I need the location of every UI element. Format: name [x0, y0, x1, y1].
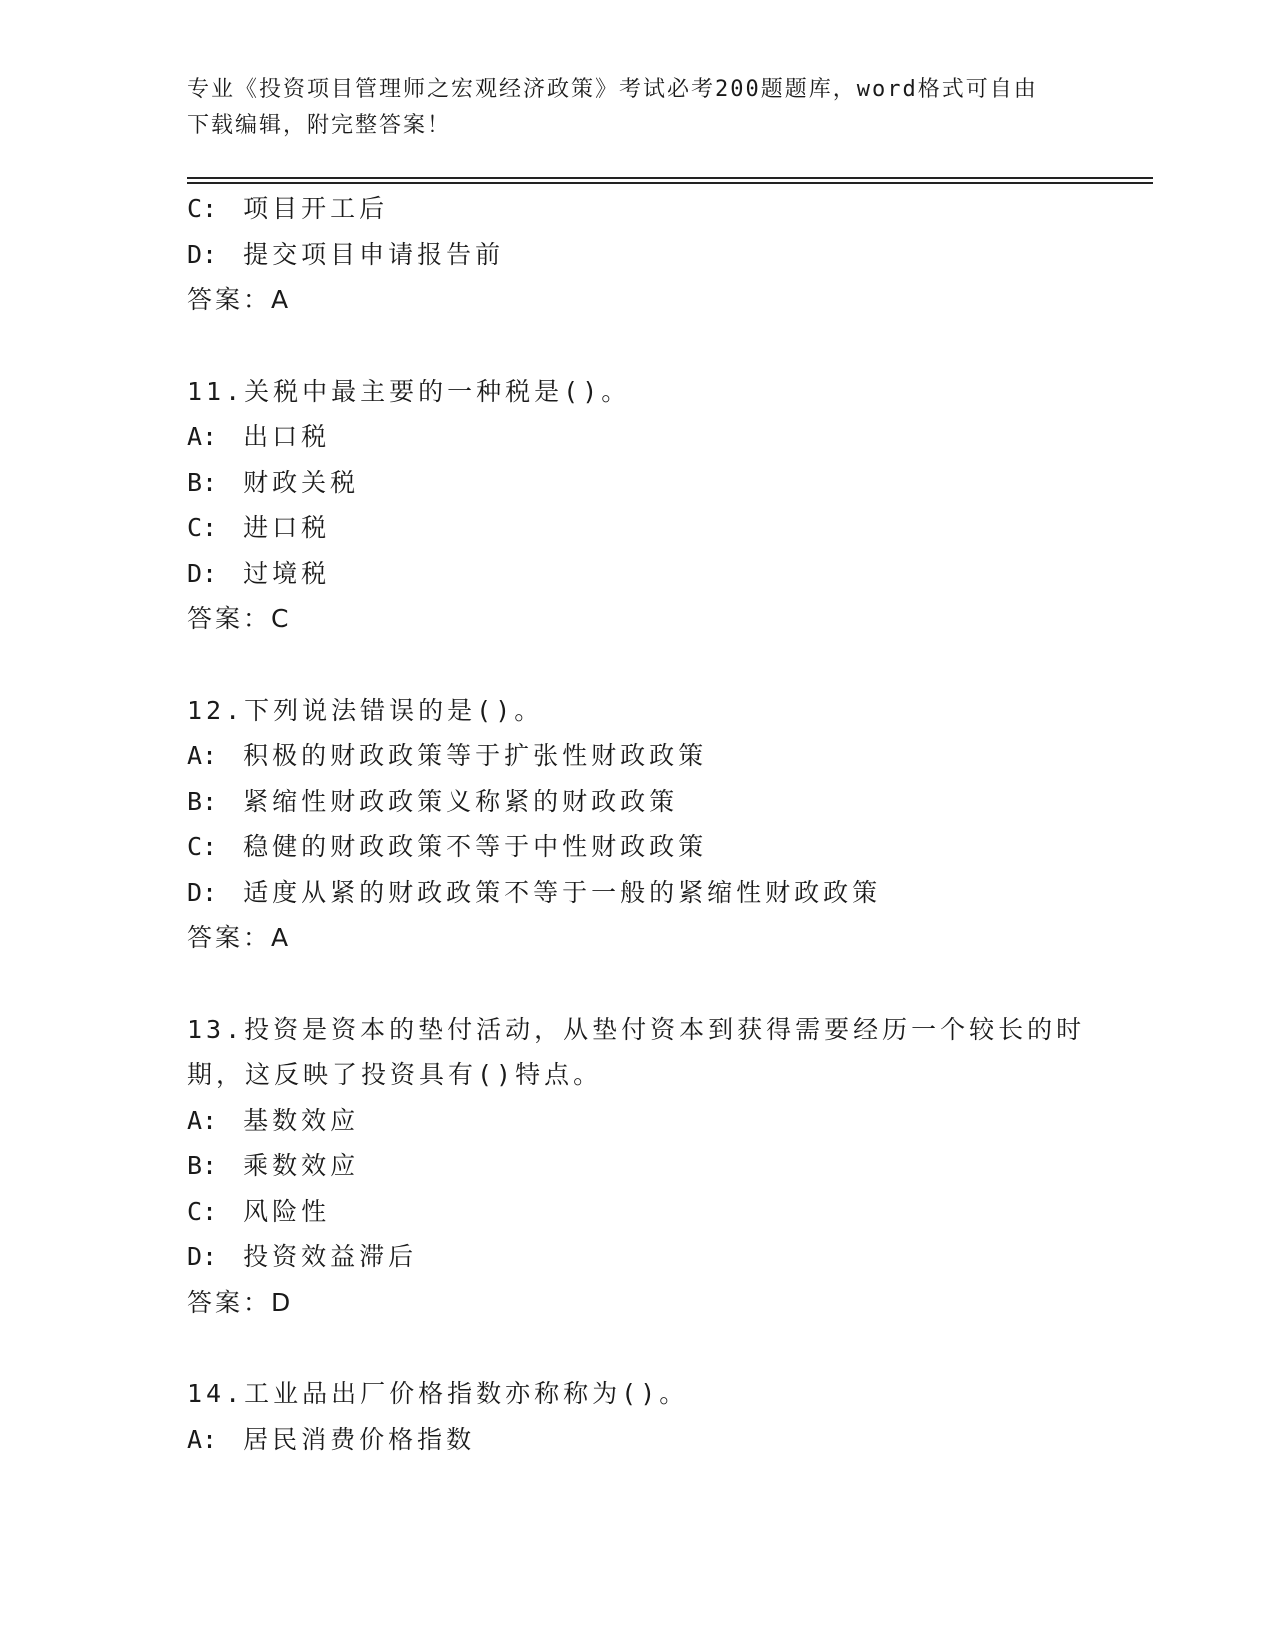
- question-stem: 13.投资是资本的垫付活动，从垫付资本到获得需要经历一个较长的时: [187, 1014, 1086, 1044]
- option-letter: C:: [187, 513, 218, 542]
- option-line: [187, 551, 1127, 597]
- answer-line: 答案：D: [187, 1287, 294, 1317]
- option-letter: A:: [187, 741, 218, 770]
- option-text: 紧缩性财政政策义称紧的财政政策: [243, 786, 679, 816]
- option-text: 财政关税: [243, 467, 360, 497]
- question-stem: 11.关税中最主要的一种税是()。: [187, 376, 631, 406]
- option-letter: C:: [187, 194, 218, 223]
- option-line: [187, 1143, 1127, 1189]
- option-line: [187, 460, 1127, 506]
- answer-line: 答案：C: [187, 604, 292, 633]
- option-letter: A:: [187, 422, 218, 451]
- option-letter: D:: [187, 1242, 218, 1271]
- answer-line: 答案：A: [187, 923, 292, 952]
- option-letter: D:: [187, 558, 218, 588]
- option-letter: B:: [187, 467, 218, 497]
- document-body: [187, 186, 1127, 1462]
- option-line: [187, 1417, 1127, 1463]
- option-letter: B:: [187, 786, 218, 816]
- option-letter: C:: [187, 1196, 218, 1226]
- option-text: 过境税: [243, 558, 331, 588]
- option-line: [187, 1189, 1127, 1235]
- question-block: [187, 1371, 1127, 1462]
- question-block: [187, 369, 1127, 642]
- header-line-2: 下载编辑，附完整答案！: [187, 113, 452, 138]
- option-text: 出口税: [243, 422, 331, 451]
- option-text: 居民消费价格指数: [243, 1424, 476, 1454]
- option-text: 基数效应: [243, 1105, 360, 1135]
- option-line: [187, 870, 1127, 916]
- option-line: [187, 1234, 1127, 1280]
- option-letter: B:: [187, 1151, 218, 1180]
- option-text: 项目开工后: [243, 194, 389, 223]
- answer-line: 答案：A: [187, 285, 292, 314]
- question-stem: 14.工业品出厂价格指数亦称称为()。: [187, 1379, 689, 1408]
- question-stem: 12.下列说法错误的是()。: [187, 695, 544, 725]
- option-line: [187, 779, 1127, 825]
- question-block-continued: [187, 186, 1127, 323]
- header-divider-bottom: [187, 182, 1153, 184]
- option-line: [187, 414, 1127, 460]
- question-block: [187, 1007, 1127, 1326]
- option-line: [187, 733, 1127, 779]
- option-letter: C:: [187, 832, 218, 861]
- option-line: [187, 232, 1127, 278]
- option-text: 进口税: [243, 513, 331, 542]
- option-text: 适度从紧的财政政策不等于一般的紧缩性财政政策: [243, 877, 882, 907]
- option-line: [187, 186, 1127, 232]
- option-text: 提交项目申请报告前: [243, 239, 505, 269]
- option-letter: D:: [187, 877, 218, 907]
- option-line: [187, 824, 1127, 870]
- option-text: 稳健的财政政策不等于中性财政政策: [243, 832, 708, 861]
- question-block: [187, 688, 1127, 961]
- question-stem-continued: 期，这反映了投资具有()特点。: [187, 1060, 603, 1089]
- option-letter: D:: [187, 239, 218, 269]
- header-line-1: 专业《投资项目管理师之宏观经济政策》考试必考200题题库，word格式可自由: [187, 77, 1038, 102]
- document-header: [187, 72, 1087, 144]
- option-letter: A:: [187, 1424, 218, 1454]
- option-text: 积极的财政政策等于扩张性财政政策: [243, 741, 708, 770]
- header-divider-top: [187, 177, 1153, 179]
- option-letter: A:: [187, 1105, 218, 1135]
- option-text: 风险性: [243, 1196, 331, 1226]
- option-line: [187, 1098, 1127, 1144]
- option-text: 投资效益滞后: [243, 1242, 418, 1271]
- option-line: [187, 505, 1127, 551]
- option-text: 乘数效应: [243, 1151, 360, 1180]
